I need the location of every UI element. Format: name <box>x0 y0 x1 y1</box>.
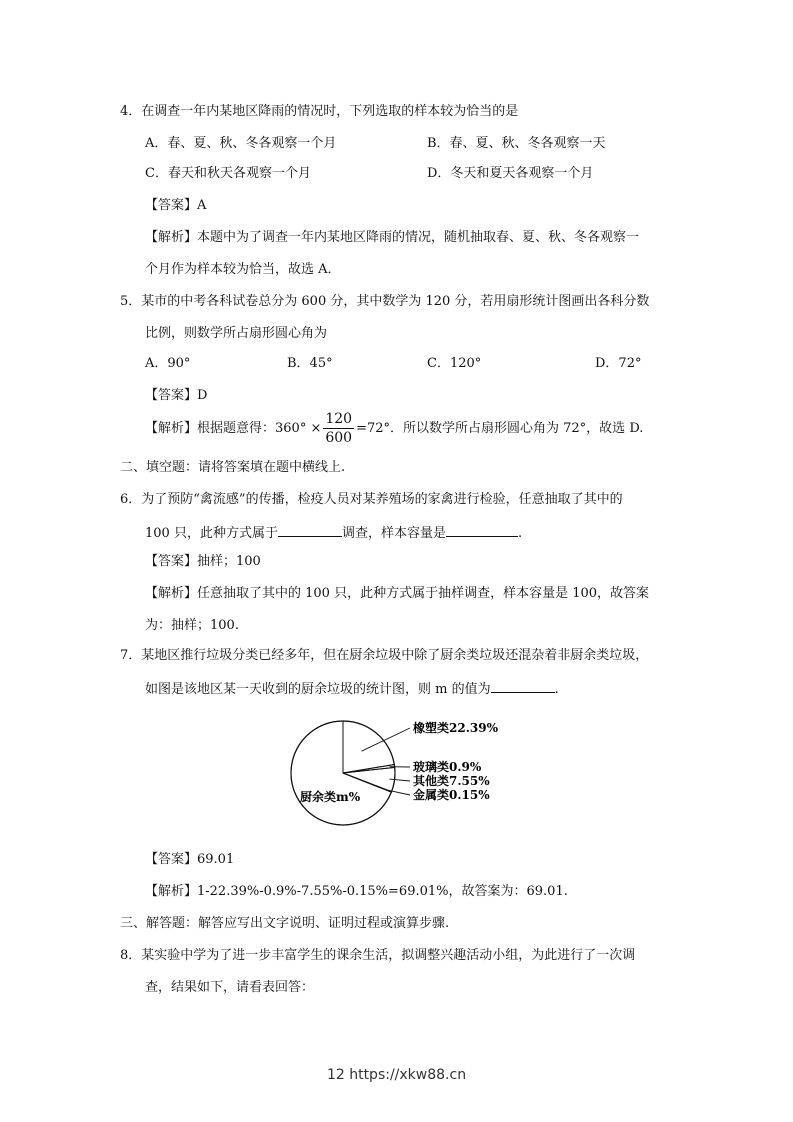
q6-analysis-line2: 为：抽样；100. <box>145 618 239 633</box>
q5-option-b: B．45° <box>287 356 333 371</box>
fraction-denominator: 600 <box>325 430 353 446</box>
q7-analysis: 【解析】1-22.39%-0.9%-7.55%-0.15%=69.01%，故答案为：69.01. <box>145 884 568 899</box>
pie-label-1: 玻璃类0.9% <box>413 760 482 774</box>
q4-analysis-line1: 【解析】本题中为了调查一年内某地区降雨的情况，随机抽取春、夏、秋、冬各观察一 <box>145 230 640 245</box>
q4-analysis-line2: 个月作为样本较为恰当，故选 A． <box>145 262 341 277</box>
q6-analysis-line1: 【解析】任意抽取了其中的 100 只，此种方式属于抽样调查，样本容量是 100，故答案 <box>145 586 650 601</box>
q5-option-d: D．72° <box>595 356 642 371</box>
fraction-numerator: 120 <box>325 411 353 427</box>
q5-answer: 【答案】D <box>145 388 208 403</box>
q4-option-b: B．春、夏、秋、冬各观察一天 <box>427 136 606 151</box>
page-footer: 12 https://xkw88.cn <box>326 1067 467 1083</box>
q4-stem: 4．在调查一年内某地区降雨的情况时，下列选取的样本较为恰当的是 <box>120 104 519 119</box>
q6-stem-part2: 调查，样本容量是 <box>341 526 446 541</box>
q5-fraction <box>323 410 354 447</box>
q7-stem-part1: 如图是该地区某一天收到的厨余垃圾的统计图，则 m 的值为 <box>145 682 491 697</box>
q7-stem-part2: . <box>554 682 559 697</box>
q7-stem-line1: 7．某地区推行垃圾分类已经多年，但在厨余垃圾中除了厨余类垃圾还混杂着非厨余类垃圾， <box>120 648 649 663</box>
q8-stem-line2: 查，结果如下，请看表回答： <box>145 980 315 995</box>
q6-stem-part1: 100 只，此种方式属于 <box>145 526 278 541</box>
section-3-heading: 三、解答题：解答应写出文字说明、证明过程或演算步骤. <box>120 916 450 931</box>
q7-answer: 【答案】69.01 <box>145 852 235 867</box>
q6-answer: 【答案】抽样；100 <box>145 554 261 569</box>
pie-label-2: 其他类7.55% <box>413 774 490 788</box>
pie-chart-svg <box>280 700 540 840</box>
q4-option-d: D．冬天和夏天各观察一个月 <box>427 166 594 181</box>
q4-option-a: A．春、夏、秋、冬各观察一个月 <box>145 136 337 151</box>
q5-analysis-post: =72°．所以数学所占扇形圆心角为 72°，故选 D. <box>356 421 644 436</box>
pie-label-3: 金属类0.15% <box>413 788 490 802</box>
pie-label-0: 橡塑类22.39% <box>413 721 498 735</box>
q6-blank-2[interactable] <box>446 524 518 537</box>
q6-stem-line2 <box>145 524 522 542</box>
q5-option-a: A．90° <box>145 356 191 371</box>
q6-stem-line1: 6．为了预防“禽流感”的传播，检疫人员对某养殖场的家禽进行检验，任意抽取了其中的 <box>120 492 623 507</box>
q5-analysis <box>145 410 643 448</box>
q7-stem-line2 <box>145 680 559 698</box>
q5-stem-line2: 比例，则数学所占扇形圆心角为 <box>145 326 328 341</box>
q6-stem-part3: . <box>517 526 523 541</box>
q4-option-c: C．春天和秋天各观察一个月 <box>145 166 311 181</box>
q5-analysis-pre: 【解析】根据题意得：360° × <box>145 421 322 436</box>
q6-blank-1[interactable] <box>278 524 342 537</box>
q5-stem-line1: 5．某市的中考各科试卷总分为 600 分，其中数学为 120 分，若用扇形统计图画出各科分数 <box>120 294 650 309</box>
q7-blank[interactable] <box>491 680 555 693</box>
q5-option-c: C．120° <box>427 356 482 371</box>
garbage-pie-chart <box>280 700 540 840</box>
pie-label-4: 厨余类m% <box>300 790 361 804</box>
section-2-heading: 二、填空题：请将答案填在题中横线上. <box>120 460 346 475</box>
q8-stem-line1: 8．某实验中学为了进一步丰富学生的课余生活，拟调整兴趣活动小组，为此进行了一次调 <box>120 948 636 963</box>
q4-answer: 【答案】A <box>145 198 207 213</box>
